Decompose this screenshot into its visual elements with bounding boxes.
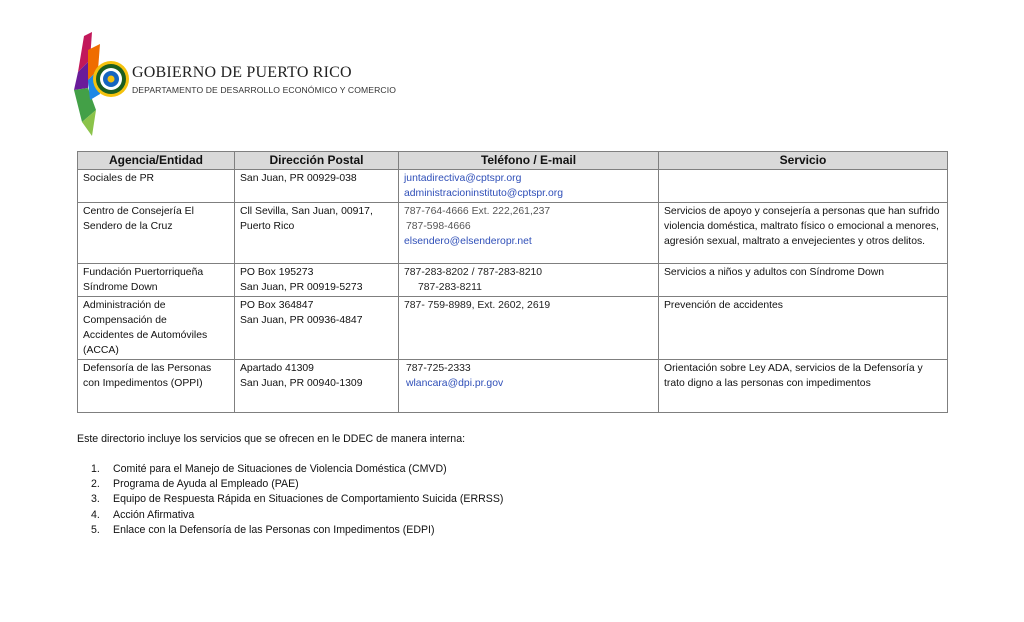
address-cell xyxy=(235,170,399,203)
address-line: San Juan, PR 00919-5273 xyxy=(240,282,363,293)
service-cell: Servicios de apoyo y consejería a personas que han sufrido violencia doméstica, maltrato físico o emocional a menores, agresión sexual, maltrato a envejecientes y otros delitos. xyxy=(659,203,948,264)
agency-line: Compensación de xyxy=(83,315,167,326)
department-subtitle: DEPARTAMENTO DE DESARROLLO ECONÓMICO Y COMERCIO xyxy=(132,85,396,95)
table-row xyxy=(78,360,948,413)
list-item xyxy=(77,477,503,492)
table-row xyxy=(78,264,948,297)
list-number: 5. xyxy=(91,523,100,536)
agency-line: Accidentes de Automóviles xyxy=(83,330,208,341)
list-label: Comité para el Manejo de Situaciones de Violencia Doméstica (CMVD) xyxy=(113,463,447,475)
contact-cell xyxy=(399,170,659,203)
header-address: Dirección Postal xyxy=(235,152,399,170)
agency-line: (ACCA) xyxy=(83,345,119,356)
phone-number: 787-725-2333 xyxy=(406,363,471,374)
contact-cell xyxy=(399,203,659,264)
puerto-rico-seal-icon xyxy=(70,30,130,140)
phone-number: 787-598-4666 xyxy=(406,221,471,232)
list-number: 1. xyxy=(91,463,100,475)
email-link[interactable]: elsendero@elsenderopr.net xyxy=(404,236,532,247)
list-label: Programa de Ayuda al Empleado (PAE) xyxy=(113,478,299,491)
directory-intro: Este directorio incluye los servicios que se ofrecen en le DDEC de manera interna: xyxy=(77,433,466,445)
address-cell xyxy=(235,297,399,360)
address-line: Puerto Rico xyxy=(240,221,295,232)
agency-cell xyxy=(78,264,235,297)
agency-line: Defensoría de las Personas xyxy=(83,363,212,374)
list-number: 2. xyxy=(91,478,100,491)
table-row xyxy=(78,203,948,264)
service-cell xyxy=(659,170,948,203)
contact-cell xyxy=(399,264,659,297)
agency-line: con Impedimentos (OPPI) xyxy=(83,378,203,389)
list-label: Enlace con la Defensoría de las Personas con Impedimentos (EDPI) xyxy=(113,523,435,536)
address-cell xyxy=(235,360,399,413)
list-number: 3. xyxy=(91,493,100,506)
address-line: San Juan, PR 00936-4847 xyxy=(240,315,363,326)
header-service: Servicio xyxy=(659,152,948,170)
agency-line: Fundación Puertorriqueña xyxy=(83,267,204,278)
address-cell xyxy=(235,203,399,264)
email-link[interactable]: administracioninstituto@cptspr.org xyxy=(404,188,563,199)
agency-cell xyxy=(78,170,235,203)
list-item xyxy=(77,508,503,523)
agency-line: Centro de Consejería El xyxy=(83,206,194,217)
list-item xyxy=(77,492,503,507)
service-cell: Servicios a niños y adultos con Síndrome Down xyxy=(659,264,948,297)
table-header-row xyxy=(78,152,948,170)
agency-cell xyxy=(78,203,235,264)
contact-cell xyxy=(399,360,659,413)
government-title: GOBIERNO DE PUERTO RICO xyxy=(132,64,352,81)
list-number: 4. xyxy=(91,508,100,521)
address-line: San Juan, PR 00929-038 xyxy=(240,173,357,184)
list-label: Acción Afirmativa xyxy=(113,508,195,521)
internal-services-list xyxy=(77,462,503,538)
phone-number: 787-764-4666 Ext. 222,261,237 xyxy=(404,206,551,217)
phone-number: 787-283-8202 / 787-283-8210 xyxy=(404,267,543,278)
directory-table xyxy=(77,151,948,413)
phone-number: 787- 759-8989, Ext. 2602, 2619 xyxy=(404,300,551,311)
address-cell xyxy=(235,264,399,297)
agency-line: Administración de xyxy=(83,300,166,311)
address-line: PO Box 364847 xyxy=(240,300,314,311)
header-phone-email: Teléfono / E-mail xyxy=(399,152,659,170)
agency-cell xyxy=(78,360,235,413)
list-label: Equipo de Respuesta Rápida en Situaciones de Comportamiento Suicida (ERRSS) xyxy=(113,493,504,506)
email-link[interactable]: juntadirectiva@cptspr.org xyxy=(404,173,522,184)
government-logo xyxy=(70,30,410,140)
agency-line: Síndrome Down xyxy=(83,282,158,293)
phone-number: 787-283-8211 xyxy=(418,282,482,293)
table-row xyxy=(78,170,948,203)
agency-line: Sendero de la Cruz xyxy=(83,221,173,232)
header-agency: Agencia/Entidad xyxy=(78,152,235,170)
address-line: San Juan, PR 00940-1309 xyxy=(240,378,363,389)
address-line: Cll Sevilla, San Juan, 00917, xyxy=(240,206,373,217)
list-item xyxy=(77,523,503,538)
agency-line: Sociales de PR xyxy=(83,173,155,184)
address-line: Apartado 41309 xyxy=(240,363,314,374)
agency-cell xyxy=(78,297,235,360)
service-cell: Orientación sobre Ley ADA, servicios de la Defensoría y trato digno a las personas con impedimentos xyxy=(659,360,948,413)
service-cell: Prevención de accidentes xyxy=(659,297,948,360)
table-row xyxy=(78,297,948,360)
contact-cell xyxy=(399,297,659,360)
email-link[interactable]: wlancara@dpi.pr.gov xyxy=(406,378,504,389)
address-line: PO Box 195273 xyxy=(240,267,314,278)
list-item xyxy=(77,462,503,477)
